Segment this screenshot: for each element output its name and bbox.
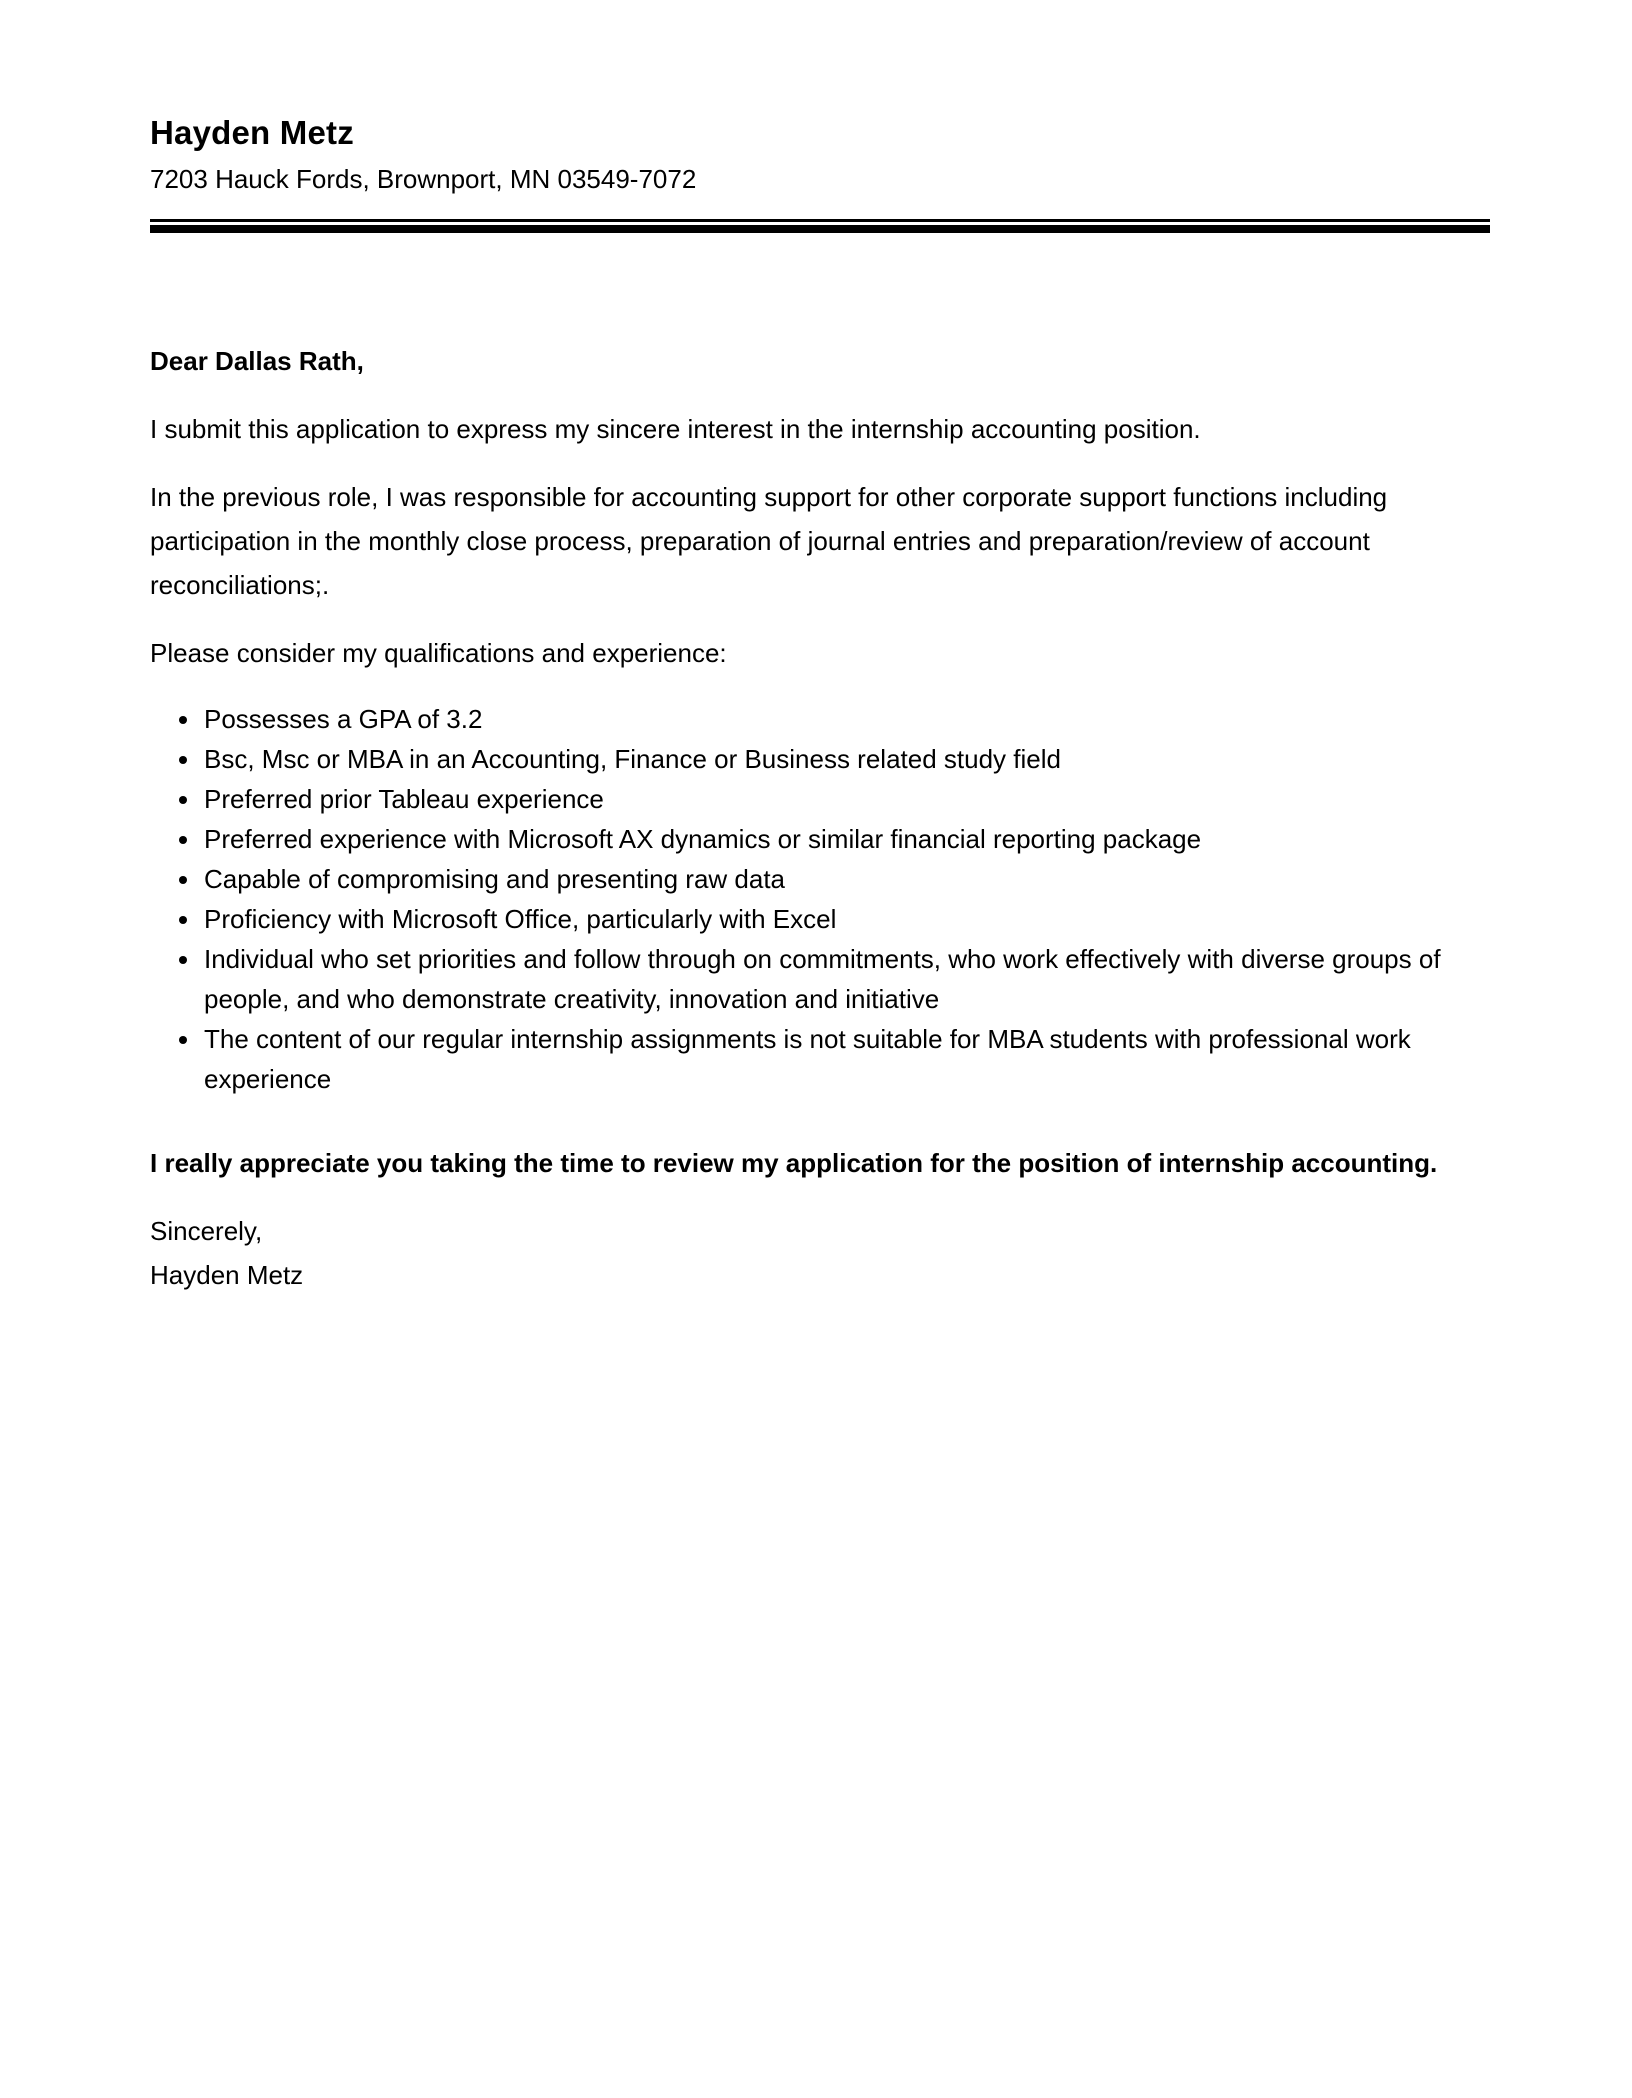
qualification-item: • Possesses a GPA of 3.2 bbox=[202, 699, 1490, 739]
greeting: Dear Dallas Rath, bbox=[150, 346, 364, 377]
header-divider-rule bbox=[150, 219, 1490, 233]
signature-name: Hayden Metz bbox=[150, 1260, 304, 1291]
letter-header bbox=[150, 112, 1490, 233]
closing-paragraph: I really appreciate you taking the time to review my application for the position of internship accounting. bbox=[150, 1148, 1438, 1179]
qualification-item: • Bsc, Msc or MBA in an Accounting, Finance or Business related study field bbox=[202, 739, 1490, 779]
qualification-item: • Capable of compromising and presenting raw data bbox=[202, 859, 1490, 899]
letter-body bbox=[150, 339, 1490, 1297]
sender-address: 7203 Hauck Fords, Brownport, MN 03549-7072 bbox=[150, 164, 697, 195]
signoff: Sincerely, bbox=[150, 1216, 263, 1247]
qualification-item: • Individual who set priorities and follow through on commitments, who work effectively with diverse groups of people, and who demonstrate creativity, innovation and initiative bbox=[202, 939, 1490, 1019]
qualification-item: • Preferred experience with Microsoft AX dynamics or similar financial reporting package bbox=[202, 819, 1490, 859]
sender-name: Hayden Metz bbox=[150, 114, 354, 151]
qualifications-list bbox=[150, 699, 1490, 1099]
intro-paragraph: I submit this application to express my sincere interest in the internship accounting position. bbox=[150, 414, 1201, 445]
qualifications-lead-in: Please consider my qualifications and experience: bbox=[150, 638, 727, 669]
qualification-item: • Preferred prior Tableau experience bbox=[202, 779, 1490, 819]
qualification-item: • Proficiency with Microsoft Office, particularly with Excel bbox=[202, 899, 1490, 939]
experience-paragraph: In the previous role, I was responsible for accounting support for other corporate support functions including participation in the monthly close process, preparation of journal entries and preparation/review of account reconciliations;. bbox=[150, 482, 1388, 601]
signoff-block bbox=[150, 1209, 1490, 1297]
qualification-item: • The content of our regular internship assignments is not suitable for MBA students with professional work experience bbox=[202, 1019, 1490, 1099]
